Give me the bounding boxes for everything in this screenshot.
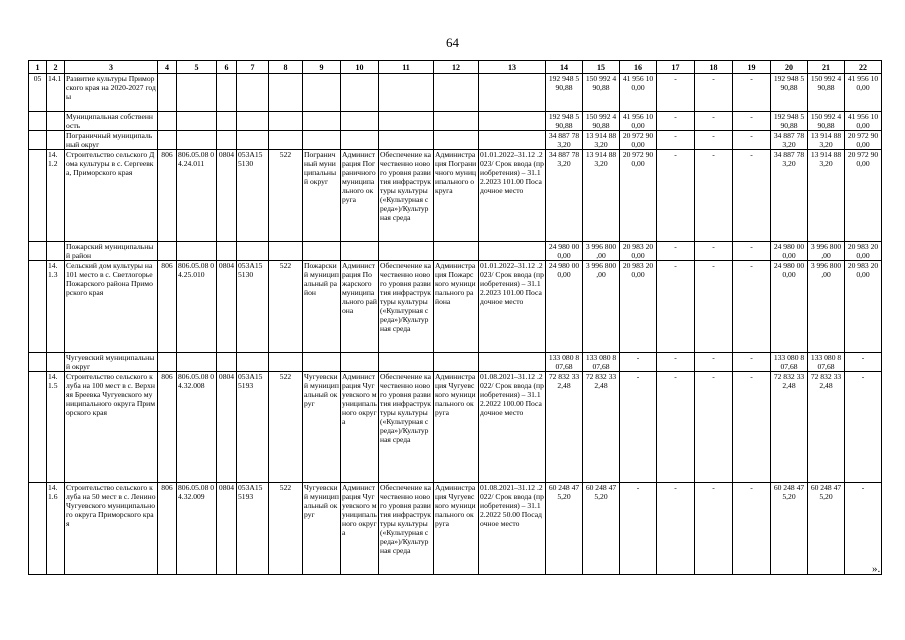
table-cell — [177, 131, 217, 150]
table-cell — [269, 112, 303, 131]
table-cell — [29, 372, 47, 483]
table-cell: Пожарский муниципальный район — [303, 261, 341, 353]
table-cell: 806.05.08 04.32.009 — [177, 483, 217, 575]
column-header: 21 — [808, 61, 845, 74]
table-cell: Администрация Пограничного муниципального округа — [434, 150, 479, 242]
table-cell — [29, 131, 47, 150]
table-cell: - — [695, 261, 733, 353]
table-cell — [379, 74, 434, 112]
table-cell: 34 887 78 3,20 — [546, 150, 583, 242]
table-cell: 053A15 5193 — [237, 372, 269, 483]
table-cell: 14.1.5 — [47, 372, 65, 483]
table-cell: 60 248 47 5,20 — [771, 483, 808, 575]
table-cell — [269, 242, 303, 261]
table-cell: 0804 — [217, 261, 237, 353]
table-row — [29, 242, 882, 261]
table-cell: 41 956 10 0,00 — [845, 74, 882, 112]
table-cell: 34 887 78 3,20 — [771, 150, 808, 242]
closing-quote-mark: ». — [872, 563, 881, 575]
table-cell: 053A15 5130 — [237, 150, 269, 242]
table-row — [29, 112, 882, 131]
table-cell: 20 972 90 0,00 — [620, 131, 657, 150]
table-cell — [237, 112, 269, 131]
table-cell: - — [733, 242, 771, 261]
column-header: 16 — [620, 61, 657, 74]
table-cell: - — [657, 150, 695, 242]
table-cell: 41 956 10 0,00 — [620, 74, 657, 112]
table-cell: Чугуевский муниципальный округ — [303, 372, 341, 483]
table-row — [29, 353, 882, 372]
table-cell: - — [695, 353, 733, 372]
table-cell — [434, 353, 479, 372]
table-cell: 20 972 90 0,00 — [845, 131, 882, 150]
table-cell: - — [657, 261, 695, 353]
table-cell: 806 — [158, 150, 177, 242]
table-cell: 72 832 33 2,48 — [546, 372, 583, 483]
table-cell — [269, 353, 303, 372]
table-cell — [303, 74, 341, 112]
table-cell: Пограничный муниципальный округ — [303, 150, 341, 242]
table-cell: 192 948 5 90,88 — [771, 112, 808, 131]
table-cell — [177, 242, 217, 261]
table-cell: 3 996 800 ,00 — [583, 242, 620, 261]
table-cell — [479, 353, 546, 372]
table-cell: 053A15 5193 — [237, 483, 269, 575]
table-cell — [177, 74, 217, 112]
table-cell: - — [733, 112, 771, 131]
table-cell: - — [695, 483, 733, 575]
table-cell — [303, 353, 341, 372]
table-cell: 20 972 90 0,00 — [620, 150, 657, 242]
table-cell: 522 — [269, 150, 303, 242]
table-cell: 13 914 88 3,20 — [808, 131, 845, 150]
table-cell — [379, 131, 434, 150]
table-cell: 05 — [29, 74, 47, 112]
table-cell: - — [695, 242, 733, 261]
table-cell: - — [733, 483, 771, 575]
table-cell: Развитие культуры Приморского края на 2020-2027 годы — [65, 74, 158, 112]
table-cell: Муниципальная собственность — [65, 112, 158, 131]
table-cell: 14.1.2 — [47, 150, 65, 242]
column-header: 15 — [583, 61, 620, 74]
page-number: 64 — [446, 35, 459, 50]
table-cell: 806 — [158, 483, 177, 575]
column-header: 8 — [269, 61, 303, 74]
table-cell: - — [695, 150, 733, 242]
table-cell: 522 — [269, 372, 303, 483]
table-cell: 34 887 78 3,20 — [546, 131, 583, 150]
table-cell: - — [733, 372, 771, 483]
table-cell — [479, 242, 546, 261]
table-cell — [303, 131, 341, 150]
table-cell: 133 080 8 07,68 — [546, 353, 583, 372]
table-cell — [434, 74, 479, 112]
table-cell: 192 948 5 90,88 — [546, 74, 583, 112]
table-cell: 0804 — [217, 372, 237, 483]
table-cell: 150 992 4 90,88 — [583, 74, 620, 112]
table-cell — [47, 131, 65, 150]
table-cell — [29, 353, 47, 372]
table-cell: 24 980 00 0,00 — [771, 242, 808, 261]
column-header: 9 — [303, 61, 341, 74]
table-cell — [158, 74, 177, 112]
column-header: 17 — [657, 61, 695, 74]
table-cell: 01.08.2021–31.12 .2022/ Срок ввода (приобретения) – 31.12.2022 50.00 Посадочное место — [479, 483, 546, 575]
table-cell — [341, 131, 379, 150]
table-cell: - — [695, 74, 733, 112]
table-cell — [379, 112, 434, 131]
table-cell: 150 992 4 90,88 — [808, 74, 845, 112]
table-row — [29, 131, 882, 150]
table-cell: - — [733, 353, 771, 372]
table-cell: Строительство сельского клуба на 50 мест в с. Ленино Чугуевского муниципального округа Приморского края — [65, 483, 158, 575]
table-cell: 20 983 20 0,00 — [620, 242, 657, 261]
table-cell: - — [733, 74, 771, 112]
header-row — [29, 61, 882, 74]
table-cell: Обеспечение качественно нового уровня развития инфраструктуры культуры («Культурная среда»)/Культурная среда — [379, 261, 434, 353]
table-cell: Администрация Чугуевского муниципального округа — [434, 483, 479, 575]
table-cell — [434, 112, 479, 131]
table-cell: 60 248 47 5,20 — [583, 483, 620, 575]
table-cell — [158, 242, 177, 261]
column-header: 2 — [47, 61, 65, 74]
column-header: 12 — [434, 61, 479, 74]
table-cell — [341, 74, 379, 112]
table-cell: Администрация Чугуевского муниципального округа — [434, 372, 479, 483]
column-header: 22 — [845, 61, 882, 74]
table-cell: - — [620, 483, 657, 575]
column-header: 20 — [771, 61, 808, 74]
table-cell — [303, 112, 341, 131]
table-cell: 150 992 4 90,88 — [583, 112, 620, 131]
table-cell: Администрация Чугуевского муниципального округа — [341, 372, 379, 483]
program-table — [28, 60, 882, 575]
table-cell: 3 996 800 ,00 — [583, 261, 620, 353]
table-cell — [158, 353, 177, 372]
table-cell: 806.05.08 04.25.010 — [177, 261, 217, 353]
table-cell: Администрация Пограничного муниципального округа — [341, 150, 379, 242]
table-cell: 20 983 20 0,00 — [620, 261, 657, 353]
table-cell: Пожарский муниципальный район — [65, 242, 158, 261]
table-cell: 806 — [158, 261, 177, 353]
table-cell: 806.05.08 04.24.011 — [177, 150, 217, 242]
table-cell — [47, 353, 65, 372]
table-cell — [47, 112, 65, 131]
table-cell — [341, 242, 379, 261]
table-cell: - — [695, 112, 733, 131]
table-cell: 41 956 10 0,00 — [845, 112, 882, 131]
table-cell — [29, 483, 47, 575]
column-header: 18 — [695, 61, 733, 74]
table-row — [29, 372, 882, 483]
table-cell: 14.1.6 — [47, 483, 65, 575]
table-cell: 34 887 78 3,20 — [771, 131, 808, 150]
table-cell: Чугуевский муниципальный округ — [303, 483, 341, 575]
table-cell: 13 914 88 3,20 — [583, 131, 620, 150]
table-cell: 72 832 33 2,48 — [583, 372, 620, 483]
column-header: 3 — [65, 61, 158, 74]
table-cell: Пограничный муниципальный округ — [65, 131, 158, 150]
column-header: 13 — [479, 61, 546, 74]
table-cell — [237, 131, 269, 150]
table-cell — [158, 131, 177, 150]
table-cell — [341, 353, 379, 372]
table-cell — [217, 353, 237, 372]
table-cell: Чугуевский муниципальный округ — [65, 353, 158, 372]
table-cell: - — [657, 74, 695, 112]
table-cell: 72 832 33 2,48 — [771, 372, 808, 483]
table-cell — [303, 242, 341, 261]
table-cell — [237, 353, 269, 372]
table-cell — [217, 112, 237, 131]
table-cell — [177, 353, 217, 372]
table-cell: - — [695, 372, 733, 483]
table-cell — [269, 131, 303, 150]
table-row — [29, 261, 882, 353]
table-cell: 150 992 4 90,88 — [808, 112, 845, 131]
table-cell: - — [733, 131, 771, 150]
table-cell: 20 972 90 0,00 — [845, 150, 882, 242]
table-cell: 72 832 33 2,48 — [808, 372, 845, 483]
table-cell — [434, 131, 479, 150]
table-cell — [29, 150, 47, 242]
table-cell: - — [695, 131, 733, 150]
table-row — [29, 483, 882, 575]
table-cell: 60 248 47 5,20 — [546, 483, 583, 575]
table-cell: 133 080 8 07,68 — [583, 353, 620, 372]
table-row — [29, 150, 882, 242]
table-body — [29, 74, 882, 575]
table-cell: Администрация Пожарского муниципального района — [341, 261, 379, 353]
table-cell: 522 — [269, 261, 303, 353]
table-cell — [217, 131, 237, 150]
table-cell — [379, 242, 434, 261]
table-cell: - — [733, 150, 771, 242]
table-cell — [237, 74, 269, 112]
table-cell — [341, 112, 379, 131]
table-cell — [269, 74, 303, 112]
table-cell: 24 980 00 0,00 — [771, 261, 808, 353]
table-cell: 192 948 5 90,88 — [546, 112, 583, 131]
table-cell: 806 — [158, 372, 177, 483]
table-cell: 01.08.2021–31.12 .2022/ Срок ввода (приобретения) – 31.12.2022 100.00 Посадочное место — [479, 372, 546, 483]
table-cell: 20 983 20 0,00 — [845, 242, 882, 261]
table-cell: - — [657, 353, 695, 372]
table-cell: 3 996 800 ,00 — [808, 242, 845, 261]
table-cell: - — [845, 353, 882, 372]
table-cell: 192 948 5 90,88 — [771, 74, 808, 112]
table-cell — [479, 131, 546, 150]
column-header: 14 — [546, 61, 583, 74]
column-header: 10 — [341, 61, 379, 74]
table-cell — [217, 74, 237, 112]
table-cell: Обеспечение качественно нового уровня развития инфраструктуры культуры («Культурная среда»)/Культурная среда — [379, 372, 434, 483]
table-cell: - — [845, 372, 882, 483]
table-cell: - — [657, 483, 695, 575]
table-cell: 41 956 10 0,00 — [620, 112, 657, 131]
table-cell: - — [733, 261, 771, 353]
table-cell: 24 980 00 0,00 — [546, 261, 583, 353]
table-row — [29, 74, 882, 112]
table-cell: - — [657, 242, 695, 261]
column-header: 19 — [733, 61, 771, 74]
table-cell: Строительство сельского клуба на 100 мест в с. Верхняя Бреевка Чугуевского муниципального округа Приморского края — [65, 372, 158, 483]
table-cell: 13 914 88 3,20 — [808, 150, 845, 242]
table-cell: 60 248 47 5,20 — [808, 483, 845, 575]
column-header: 11 — [379, 61, 434, 74]
table-cell: 053A15 5130 — [237, 261, 269, 353]
table-cell: 14.1 — [47, 74, 65, 112]
table-cell: 133 080 8 07,68 — [771, 353, 808, 372]
table-cell — [177, 112, 217, 131]
table-cell — [29, 112, 47, 131]
table-cell: Строительство сельского Дома культуры в с. Сергеевка, Приморского края — [65, 150, 158, 242]
table-cell: 806.05.08 04.32.008 — [177, 372, 217, 483]
table-cell: 20 983 20 0,00 — [845, 261, 882, 353]
table-cell — [479, 112, 546, 131]
table-cell: - — [657, 131, 695, 150]
table-cell — [29, 261, 47, 353]
table-cell: 3 996 800 ,00 — [808, 261, 845, 353]
table-cell: 0804 — [217, 150, 237, 242]
table-cell: Сельский дом культуры на 101 место в с. Светлогорье Пожарского района Приморского края — [65, 261, 158, 353]
table-cell: 01.01.2022–31.12 .2023/ Срок ввода (приобретения) – 31.12.2023 101.00 Посадочное место — [479, 261, 546, 353]
table-cell: 24 980 00 0,00 — [546, 242, 583, 261]
table-cell — [158, 112, 177, 131]
table-cell: 0804 — [217, 483, 237, 575]
column-header: 6 — [217, 61, 237, 74]
table-cell: - — [657, 112, 695, 131]
column-header: 7 — [237, 61, 269, 74]
table-cell: 522 — [269, 483, 303, 575]
table-cell — [434, 242, 479, 261]
table-cell: 01.01.2022–31.12 .2023/ Срок ввода (приобретения) – 31.12.2023 101.00 Посадочное место — [479, 150, 546, 242]
table-cell: 14.1.3 — [47, 261, 65, 353]
table-cell — [379, 353, 434, 372]
table-cell: - — [657, 372, 695, 483]
table-cell: Обеспечение качественно нового уровня развития инфраструктуры культуры («Культурная среда»)/Культурная среда — [379, 483, 434, 575]
table-cell — [217, 242, 237, 261]
table-cell: Администрация Пожарского муниципального района — [434, 261, 479, 353]
table-cell: Обеспечение качественно нового уровня развития инфраструктуры культуры («Культурная среда»)/Культурная среда — [379, 150, 434, 242]
table-cell: - — [620, 372, 657, 483]
table-cell — [29, 242, 47, 261]
column-header: 4 — [158, 61, 177, 74]
table-cell: Администрация Чугуевского муниципального округа — [341, 483, 379, 575]
table-cell: - — [620, 353, 657, 372]
column-header: 5 — [177, 61, 217, 74]
table-cell — [479, 74, 546, 112]
table-cell: 133 080 8 07,68 — [808, 353, 845, 372]
table-cell — [237, 242, 269, 261]
column-header: 1 — [29, 61, 47, 74]
table-cell — [47, 242, 65, 261]
table-cell: 13 914 88 3,20 — [583, 150, 620, 242]
table-cell: - — [845, 483, 882, 575]
